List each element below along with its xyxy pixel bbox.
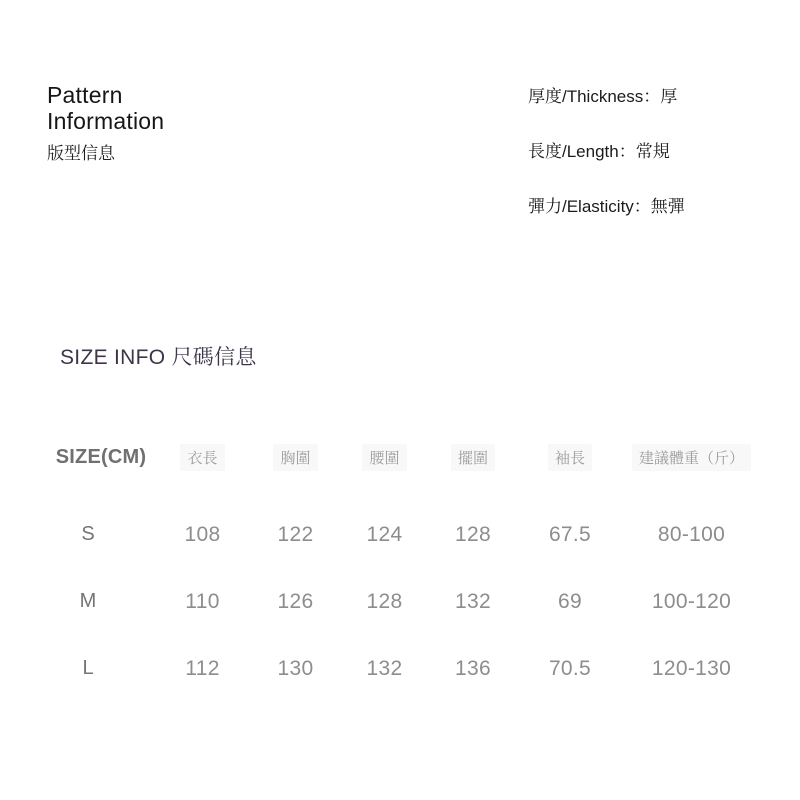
attribute-thickness: 厚度/Thickness：厚 [528,87,678,106]
cell-size-label: L [82,657,94,679]
header-size-cm: SIZE(CM) [55,445,147,468]
cell-suggested-weight: 100-120 [651,589,732,613]
header-suggested-weight: 建議體重（斤） [623,444,760,471]
cell-waist: 132 [366,656,403,680]
pattern-title-en [47,82,164,134]
cell-waist: 128 [366,589,403,613]
pattern-title-en-line1: Pattern [47,82,123,108]
cell-suggested-weight: 80-100 [657,522,726,546]
header-waist: 腰圍 [340,444,429,471]
size-info-title: SIZE INFO 尺碼信息 [60,346,257,369]
cell-bust: 122 [277,522,314,546]
header-hem: 擺圍 [429,444,517,471]
table-row-size-s [48,501,760,568]
table-spacer [48,479,760,501]
cell-hem: 136 [455,656,491,680]
cell-size-label: M [79,590,97,612]
header-bust: 胸圍 [251,444,340,471]
pattern-title-en-line2: Information [47,108,165,134]
attribute-elasticity: 彈力/Elasticity：無彈 [528,197,685,216]
cell-sleeve-length: 69 [558,589,582,613]
cell-sleeve-length: 70.5 [548,656,592,680]
cell-garment-length: 108 [184,522,221,546]
cell-garment-length: 110 [185,589,220,613]
size-table-header-row [48,435,760,479]
cell-hem: 132 [455,589,491,613]
cell-garment-length: 112 [185,656,220,680]
attribute-length: 長度/Length：常規 [528,142,670,161]
cell-sleeve-length: 67.5 [548,522,592,546]
cell-waist: 124 [366,522,403,546]
cell-bust: 130 [277,656,314,680]
cell-size-label: S [81,523,95,545]
header-garment-length: 衣長 [154,444,251,471]
cell-hem: 128 [455,522,491,546]
cell-bust: 126 [277,589,314,613]
pattern-info-section [47,82,164,164]
header-sleeve-length: 袖長 [517,444,623,471]
cell-suggested-weight: 120-130 [651,656,732,680]
size-table [48,435,760,702]
table-row-size-l [48,635,760,702]
pattern-title-zh: 版型信息 [47,144,115,163]
table-row-size-m [48,568,760,635]
garment-attributes [528,86,685,251]
